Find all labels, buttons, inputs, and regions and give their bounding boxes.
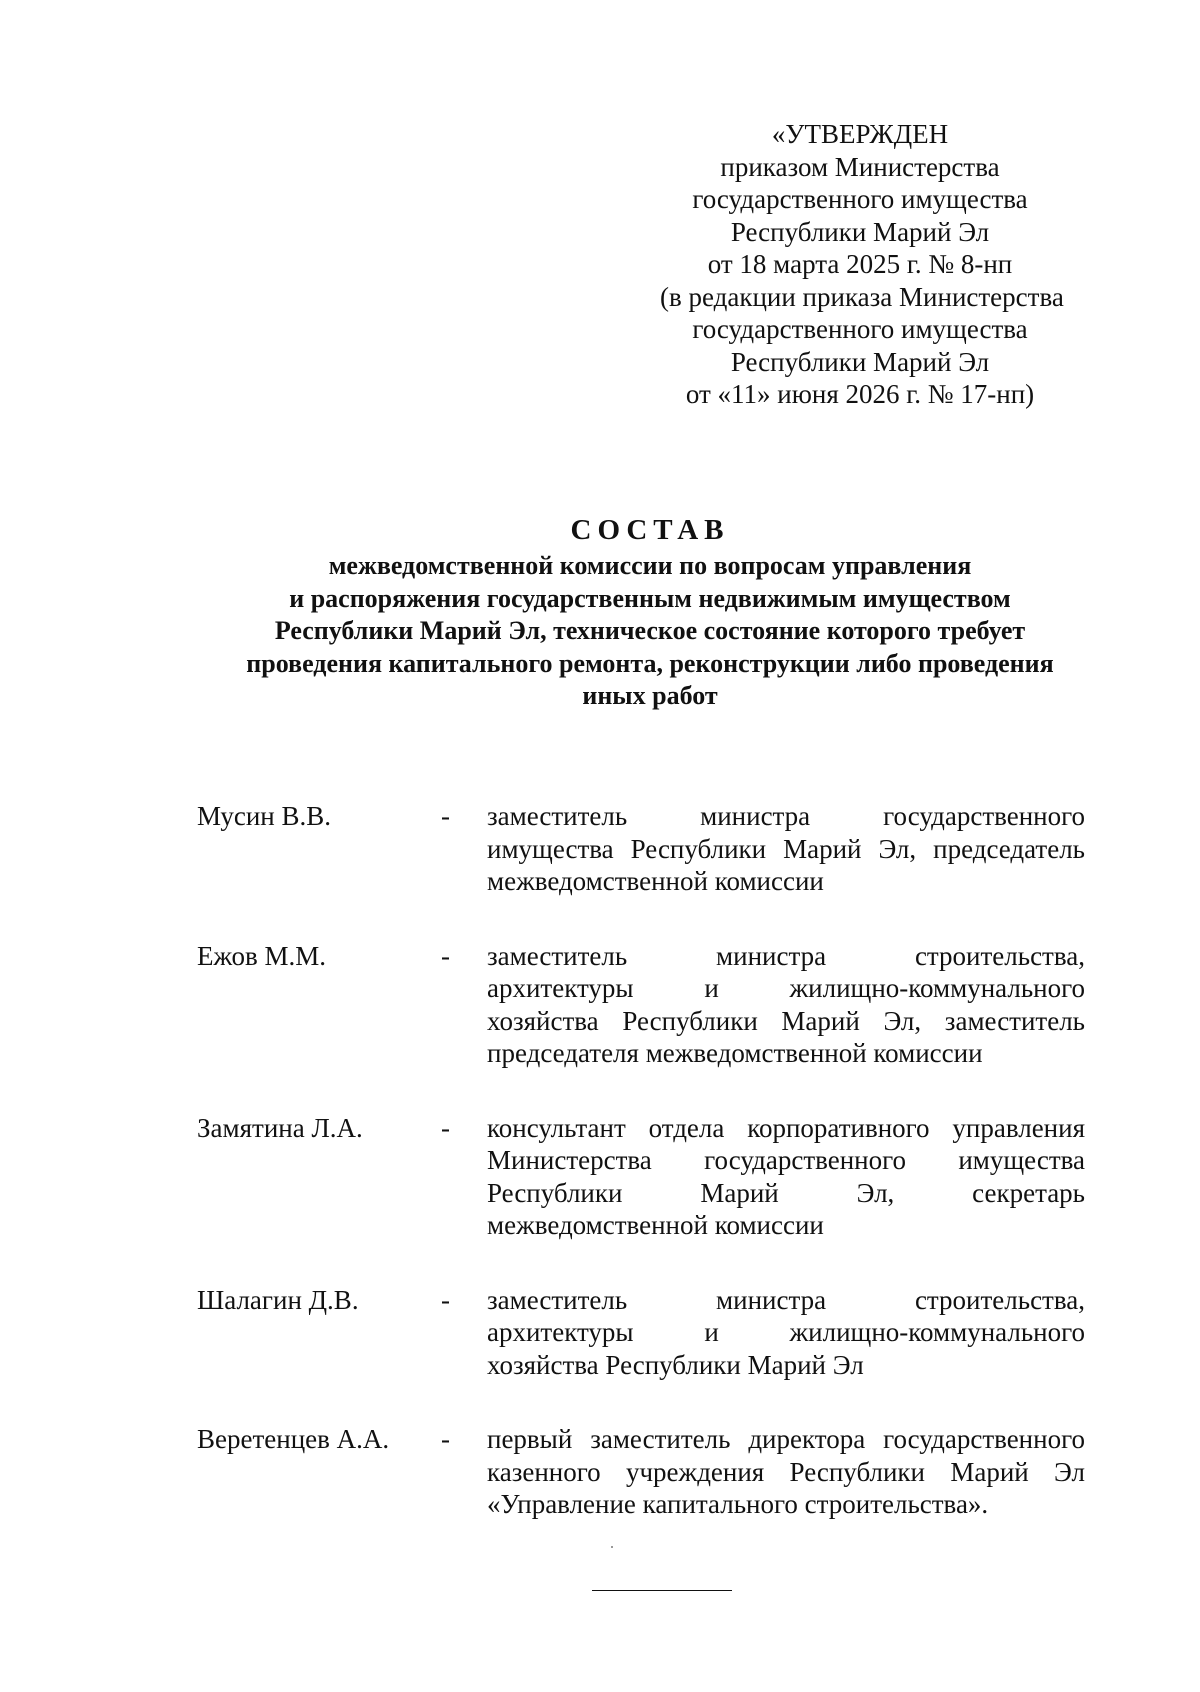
member-role xyxy=(487,940,1085,1070)
member-entry xyxy=(197,940,1097,1070)
approval-line: (в редакции приказа Министерства xyxy=(660,281,1064,312)
member-role-line: межведомственной комиссии xyxy=(487,1210,824,1240)
member-dash: - xyxy=(441,1424,450,1454)
member-entry xyxy=(197,800,1097,898)
member-role-line: межведомственной комиссии xyxy=(487,866,824,896)
member-name: Мусин В.В. xyxy=(197,801,331,831)
member-entry xyxy=(197,1284,1097,1382)
approval-line: государственного имущества xyxy=(692,314,1028,344)
approval-line: от «11» июня 2026 г. № 17-нп) xyxy=(685,379,1035,409)
document-subtitle xyxy=(190,550,1110,713)
member-role-line: Министерства государственного имущества xyxy=(487,1145,1085,1175)
member-role xyxy=(487,1284,1085,1382)
member-role-line: консультант отдела корпоративного управления xyxy=(487,1112,1085,1143)
member-name: Замятина Л.А. xyxy=(197,1112,363,1143)
document-title: СОСТАВ xyxy=(570,514,730,546)
member-role-line: имущества Республики Марий Эл, председатель xyxy=(487,833,1085,864)
subtitle-line: Республики Марий Эл, техническое состояние которого требует xyxy=(274,616,1026,645)
member-role-line: хозяйства Республики Марий Эл, заместитель xyxy=(487,1005,1085,1036)
document-heading xyxy=(190,512,1110,713)
member-role-line: председателя межведомственной комиссии xyxy=(487,1038,983,1068)
subtitle-line: иных работ xyxy=(582,681,718,710)
member-role-line: заместитель министра государственного xyxy=(487,801,1085,831)
approval-line: от 18 марта 2025 г. № 8-нп xyxy=(707,249,1013,279)
scan-speck xyxy=(611,1546,613,1548)
member-role-line: «Управление капитального строительства». xyxy=(487,1489,989,1519)
members-list xyxy=(197,800,1097,1521)
end-rule-divider xyxy=(592,1590,732,1591)
member-dash: - xyxy=(441,1112,450,1143)
subtitle-line: проведения капитального ремонта, реконструкции либо проведения xyxy=(246,648,1054,678)
member-role-line: заместитель министра строительства, xyxy=(487,1284,1085,1315)
member-role-line: Республики Марий Эл, секретарь xyxy=(487,1177,1085,1208)
member-name: Ежов М.М. xyxy=(197,940,326,971)
member-role-line: заместитель министра строительства, xyxy=(487,940,1085,971)
subtitle-line: и распоряжения государственным недвижимым имуществом xyxy=(289,583,1011,613)
member-name: Веретенцев А.А. xyxy=(197,1424,390,1454)
member-role-line: хозяйства Республики Марий Эл xyxy=(487,1349,864,1380)
member-role-line: первый заместитель директора государственного xyxy=(487,1424,1085,1454)
member-role-line: архитектуры и жилищно-коммунального xyxy=(487,973,1085,1003)
approval-line: Республики Марий Эл xyxy=(730,216,990,247)
approval-line: государственного имущества xyxy=(692,184,1028,214)
member-role xyxy=(487,1112,1085,1242)
member-role xyxy=(487,800,1085,898)
member-dash: - xyxy=(441,801,450,831)
approval-stamp-block xyxy=(660,118,1064,411)
member-role-line: архитектуры и жилищно-коммунального xyxy=(487,1317,1085,1347)
member-role-line: казенного учреждения Республики Марий Эл xyxy=(487,1456,1085,1487)
subtitle-line: межведомственной комиссии по вопросам управления xyxy=(328,551,972,580)
member-dash: - xyxy=(441,940,450,971)
member-dash: - xyxy=(441,1284,450,1315)
approval-line: Республики Марий Эл xyxy=(730,346,990,377)
member-role xyxy=(487,1423,1085,1521)
member-entry xyxy=(197,1423,1097,1521)
approval-line: приказом Министерства xyxy=(720,151,1000,182)
member-entry xyxy=(197,1112,1097,1242)
approval-line: «УТВЕРЖДЕН xyxy=(771,119,949,149)
member-name: Шалагин Д.В. xyxy=(197,1284,359,1315)
